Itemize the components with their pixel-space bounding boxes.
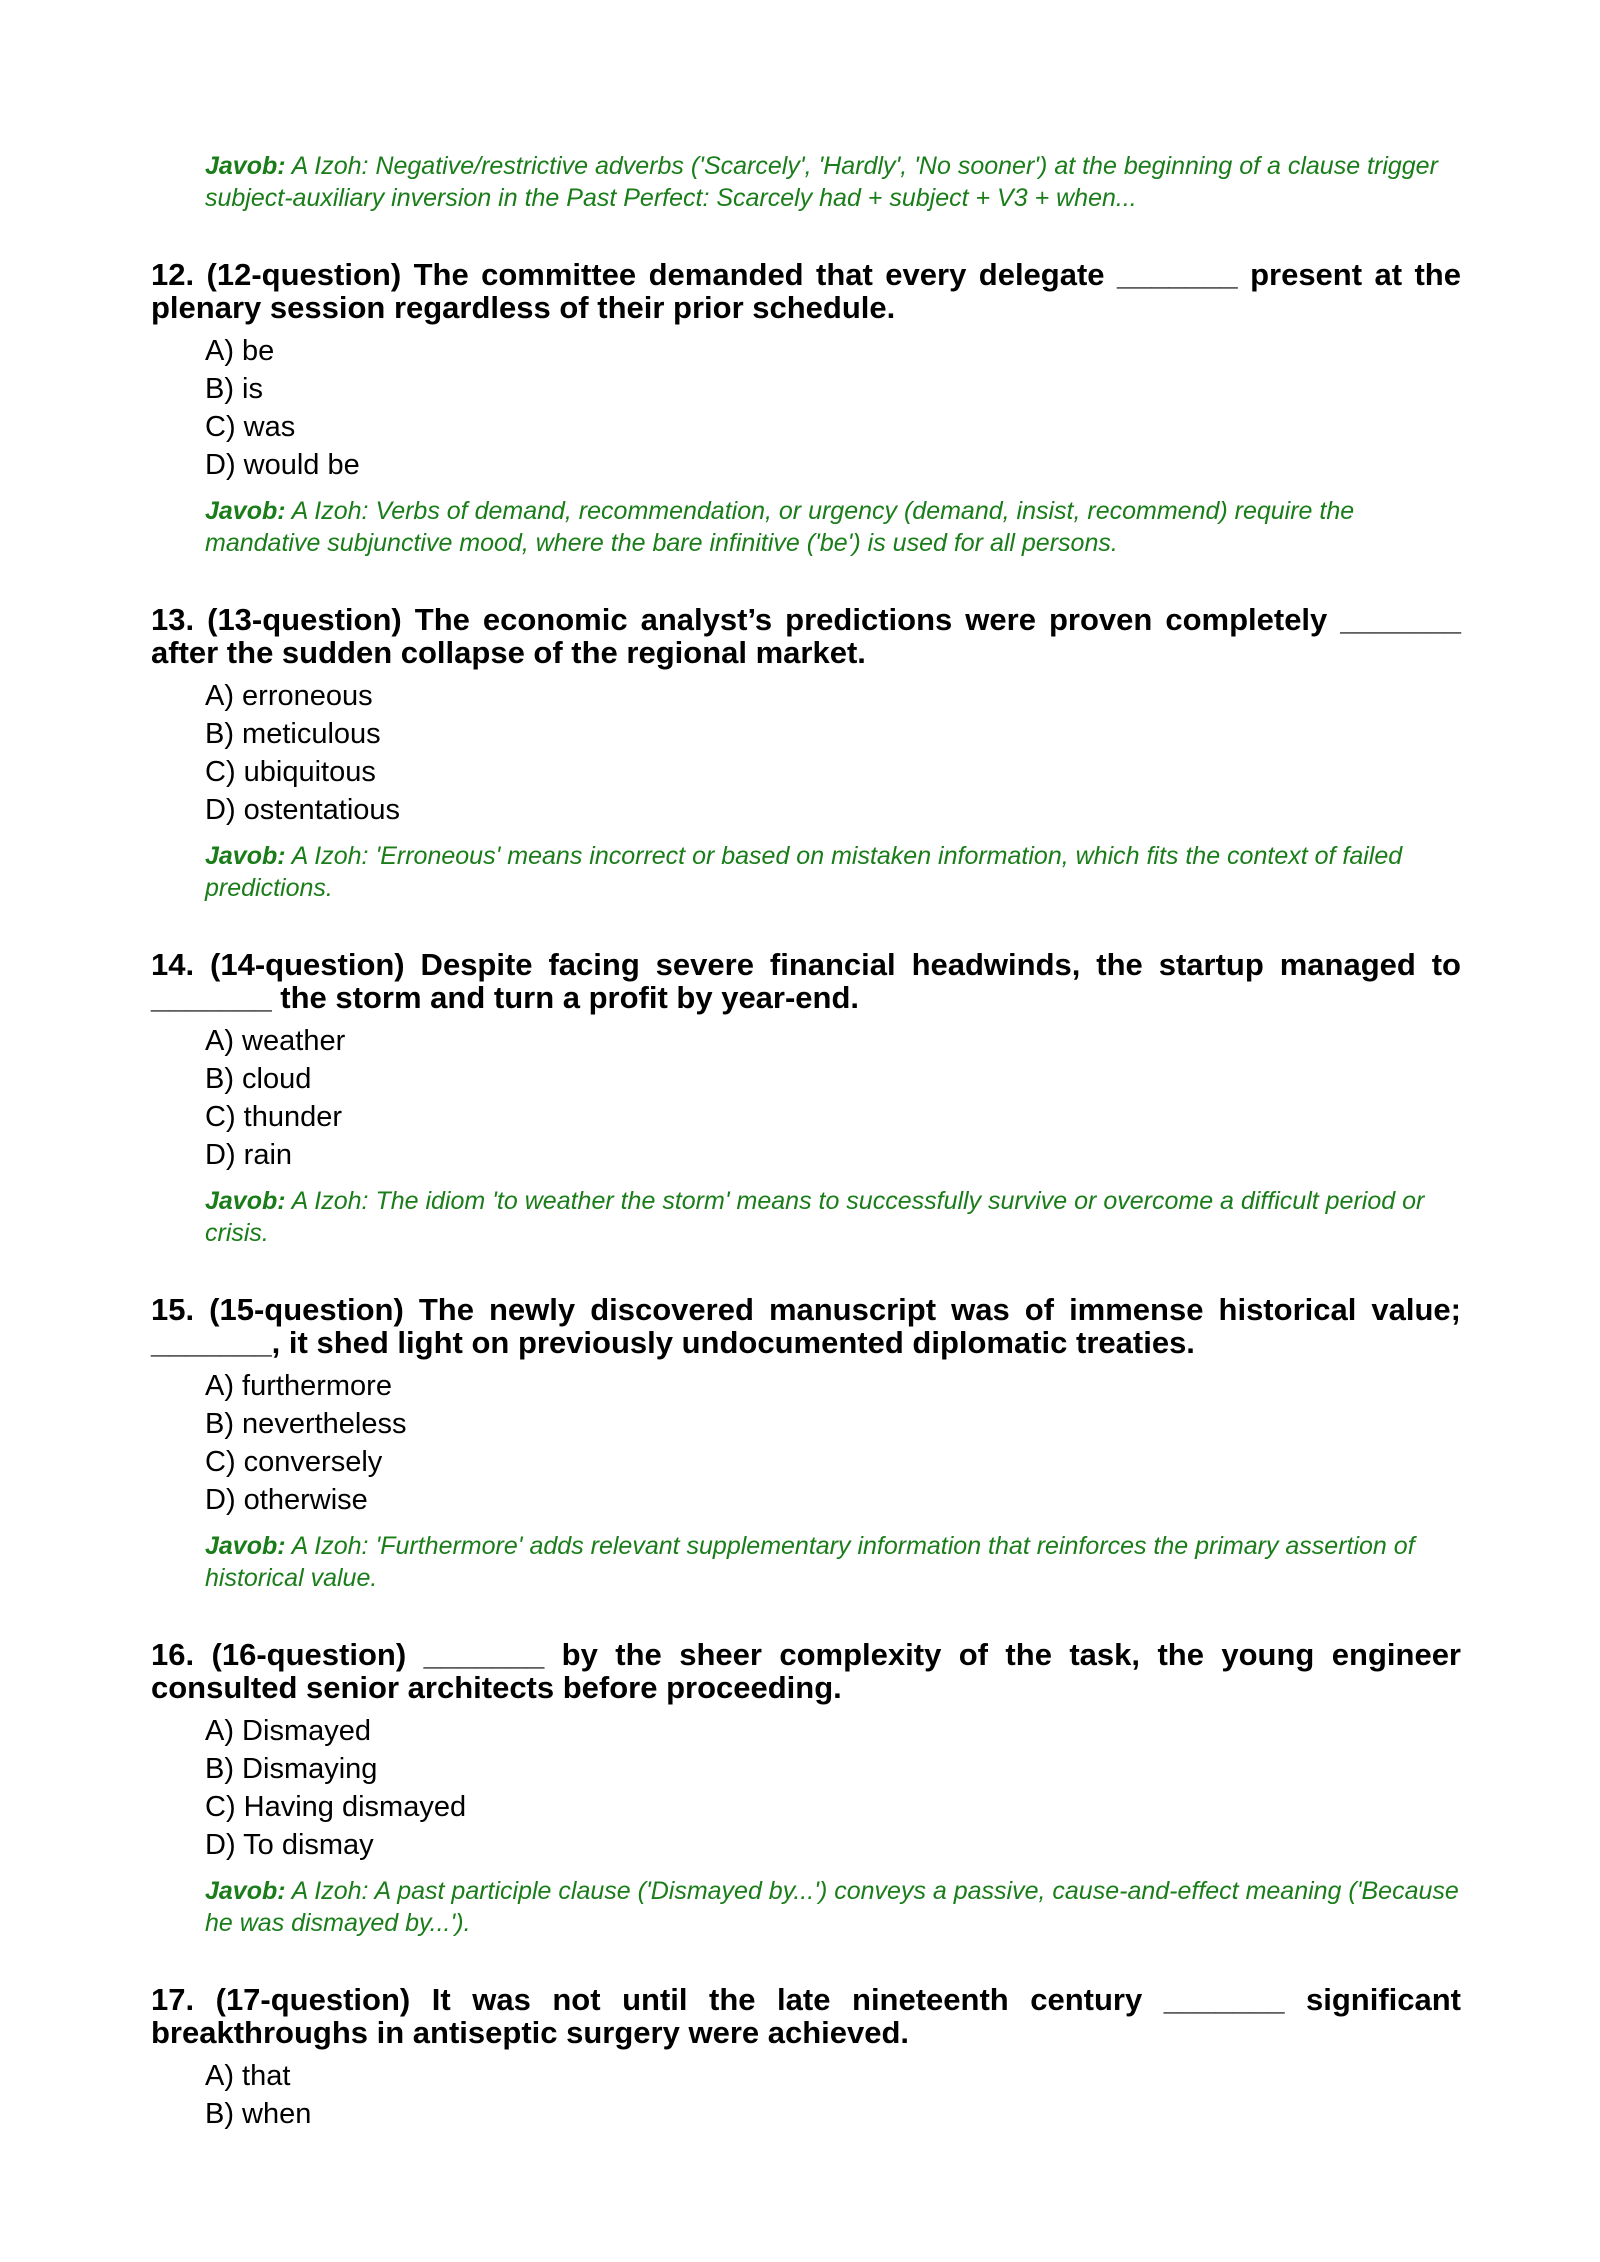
question-stem: 12. (12-question) The committee demanded that every delegate _______ present at the plenary session regardless of their prior schedule.: [151, 257, 1461, 325]
answer-key: Javob:: [205, 1877, 286, 1905]
option-list: [205, 2057, 1461, 2133]
question-stem: 17. (17-question) It was not until the late nineteenth century _______ significant breakthroughs in antiseptic surgery were achieved.: [151, 1982, 1461, 2050]
option-d: D) would be: [205, 449, 360, 481]
option-c: C) ubiquitous: [205, 756, 376, 788]
option-d: D) ostentatious: [205, 794, 401, 826]
question-stem: 16. (16-question) _______ by the sheer complexity of the task, the young engineer consulted senior architects before proceeding.: [151, 1637, 1461, 1705]
answer-key: Javob:: [205, 497, 286, 525]
answer-text: A Izoh: A past participle clause ('Dismayed by...') conveys a passive, cause-and-effect meaning ('Because he was dismayed by...').: [205, 1877, 1459, 1937]
option-a: A) be: [205, 335, 275, 367]
question-12: [151, 258, 1461, 559]
answer-text: A Izoh: The idiom 'to weather the storm' means to successfully survive or overcome a difficult period or crisis.: [205, 1187, 1425, 1247]
option-a: A) that: [205, 2060, 291, 2092]
answer-text: A Izoh: 'Erroneous' means incorrect or based on mistaken information, which fits the context of failed predictions.: [205, 842, 1403, 902]
document-page: [151, 150, 1461, 2133]
option-list: [205, 1022, 1461, 1174]
option-list: [205, 1712, 1461, 1864]
question-16: [151, 1638, 1461, 1939]
answer-explanation: [205, 495, 1461, 559]
question-13: [151, 603, 1461, 904]
option-a: A) furthermore: [205, 1370, 392, 1402]
question-stem: 13. (13-question) The economic analyst’s predictions were proven completely _______ after the sudden collapse of the regional market.: [151, 602, 1461, 670]
option-a: A) erroneous: [205, 680, 373, 712]
answer-explanation: [205, 1185, 1461, 1249]
question-14: [151, 948, 1461, 1249]
question-17: [151, 1983, 1461, 2133]
answer-text: A Izoh: Verbs of demand, recommendation, or urgency (demand, insist, recommend) require the mandative subjunctive mood, where the bare infinitive ('be') is used for all persons.: [205, 497, 1355, 557]
answer-explanation: [205, 840, 1461, 904]
question-stem: 15. (15-question) The newly discovered manuscript was of immense historical value; _______, it shed light on previously undocumented diplomatic treaties.: [151, 1292, 1461, 1360]
answer-explanation: [205, 150, 1461, 214]
option-list: [205, 677, 1461, 829]
option-c: C) thunder: [205, 1101, 343, 1133]
answer-key: Javob:: [205, 842, 286, 870]
answer-key: Javob:: [205, 152, 286, 180]
option-b: B) cloud: [205, 1063, 312, 1095]
answer-key: Javob:: [205, 1187, 286, 1215]
answer-key: Javob:: [205, 1532, 286, 1560]
option-c: C) conversely: [205, 1446, 383, 1478]
option-list: [205, 1367, 1461, 1519]
option-a: A) Dismayed: [205, 1715, 371, 1747]
answer-explanation: [205, 1530, 1461, 1594]
answer-text: A Izoh: Negative/restrictive adverbs ('Scarcely', 'Hardly', 'No sooner') at the beginning of a clause trigger subject-auxiliary inversion in the Past Perfect: Scarcely had + subject + V3 + when...: [205, 152, 1438, 212]
option-c: C) was: [205, 411, 296, 443]
option-b: B) when: [205, 2098, 312, 2130]
option-d: D) To dismay: [205, 1829, 374, 1861]
option-b: B) meticulous: [205, 718, 381, 750]
option-b: B) is: [205, 373, 263, 405]
answer-explanation: [205, 1875, 1461, 1939]
question-stem: 14. (14-question) Despite facing severe financial headwinds, the startup managed to _______ the storm and turn a profit by year-end.: [151, 947, 1461, 1015]
option-list: [205, 332, 1461, 484]
option-a: A) weather: [205, 1025, 346, 1057]
question-15: [151, 1293, 1461, 1594]
option-b: B) Dismaying: [205, 1753, 378, 1785]
option-b: B) nevertheless: [205, 1408, 407, 1440]
answer-text: A Izoh: 'Furthermore' adds relevant supplementary information that reinforces the primary assertion of historical value.: [205, 1532, 1415, 1592]
option-d: D) rain: [205, 1139, 293, 1171]
option-c: C) Having dismayed: [205, 1791, 467, 1823]
option-d: D) otherwise: [205, 1484, 368, 1516]
